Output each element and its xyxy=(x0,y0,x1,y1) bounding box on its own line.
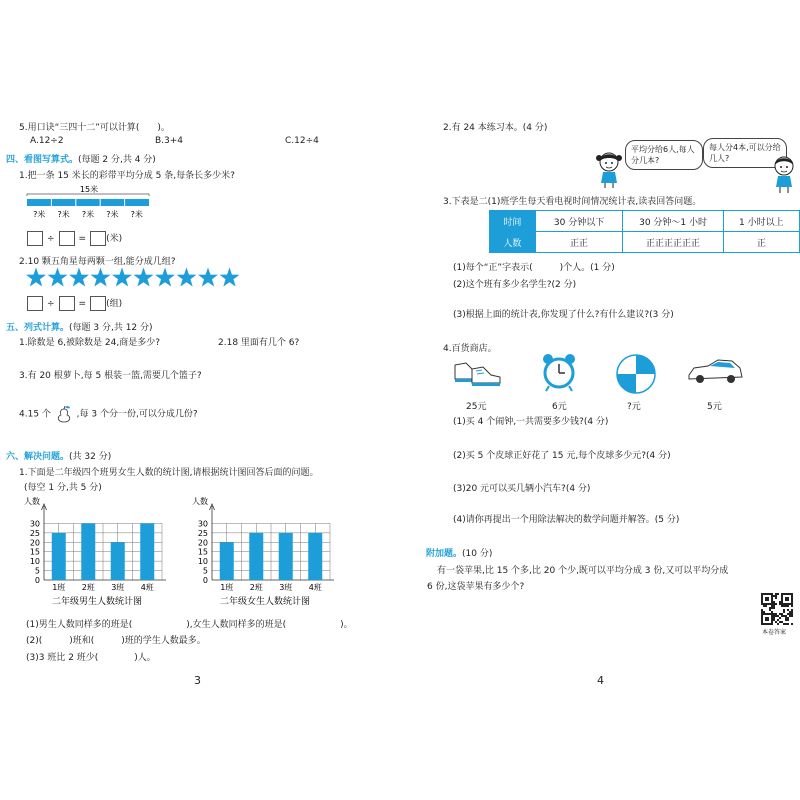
sec5-q2: 2.18 里面有几个 6? xyxy=(218,338,300,348)
ball-icon xyxy=(614,352,658,396)
table-cell: 正 xyxy=(723,232,799,253)
chart-ylabel: 人数 xyxy=(24,497,40,506)
table-cell: 正正正正正正 xyxy=(623,232,723,253)
star-icon xyxy=(155,268,175,287)
q5-option-b: B.3+4 xyxy=(155,136,184,146)
page-number-left: 3 xyxy=(194,674,201,687)
price-ball: ?元 xyxy=(627,402,641,412)
star-icon xyxy=(134,268,154,287)
r-q3-text: 3.下表是二(1)班学生每天看电视时间情况统计表,读表回答问题。 xyxy=(443,197,702,207)
table-col: 30 分钟以下 xyxy=(535,211,623,232)
girl-icon xyxy=(594,150,624,190)
bar-chart-1 xyxy=(24,496,166,607)
bar xyxy=(220,542,234,580)
r-q4-a2: (2)买 5 个皮球正好花了 15 元,每个皮球多少元?(4 分) xyxy=(453,451,671,461)
r-q3-a1: (1)每个“正”字表示( )个人。(1 分) xyxy=(453,263,615,273)
extra-heading: 附加题。(10 分) xyxy=(426,549,493,559)
answer-box[interactable] xyxy=(27,231,43,246)
section5-heading: 五、列式计算。(每题 3 分,共 12 分) xyxy=(6,323,153,333)
x-tick-label: 2班 xyxy=(81,583,95,592)
x-tick-label: 3班 xyxy=(279,583,293,592)
y-tick-label: 30 xyxy=(197,519,208,529)
sec6-a3: (3)3 班比 2 班少( )人。 xyxy=(26,653,156,663)
bar xyxy=(111,542,125,580)
bar xyxy=(140,523,154,580)
y-tick-label: 15 xyxy=(197,547,208,557)
sec4-q2-equation: ÷ = (组) xyxy=(27,296,122,311)
y-tick-label: 25 xyxy=(197,528,208,538)
speech-bubble-1: 平均分给6人,每人分几本? xyxy=(625,140,703,170)
shoes-icon xyxy=(452,357,504,389)
bar-chart-2 xyxy=(192,496,334,607)
answer-box[interactable] xyxy=(90,231,106,246)
ribbon-segment-label: ?米 xyxy=(33,210,46,219)
speech-bubble-2: 每人分4本,可以分给几人? xyxy=(703,138,787,168)
section4-heading: 四、看图写算式。(每题 2 分,共 4 分) xyxy=(6,155,156,165)
star-icon xyxy=(177,268,197,287)
q5-option-a: A.12÷2 xyxy=(30,136,64,146)
sec5-q4: 4.15 个 ,每 3 个分一份,可以分成几份? xyxy=(19,405,198,423)
table-col: 30 分钟～1 小时 xyxy=(623,211,723,232)
chart-ylabel: 人数 xyxy=(192,497,208,506)
table-col: 1 小时以上 xyxy=(723,211,799,232)
ribbon-segment-label: ?米 xyxy=(81,210,95,219)
star-icon xyxy=(112,268,132,287)
bar xyxy=(279,533,293,580)
bar-charts xyxy=(0,492,370,617)
alarm-clock-icon xyxy=(539,352,579,392)
q5-option-c: C.12÷4 xyxy=(285,136,319,146)
page-number-right: 4 xyxy=(597,674,604,687)
star-icon xyxy=(220,268,240,287)
tv-time-table xyxy=(489,210,800,253)
price-clock: 6元 xyxy=(552,402,567,412)
sec6-q1-note: (每空 1 分,共 5 分) xyxy=(24,483,102,493)
chart-title: 二年级男生人数统计图 xyxy=(51,597,143,607)
answer-box[interactable] xyxy=(27,296,43,311)
extra-line2: 6 份,这袋苹果有多少个? xyxy=(427,582,525,592)
x-tick-label: 4班 xyxy=(308,583,322,592)
r-q4-a3: (3)20 元可以买几辆小汽车?(4 分) xyxy=(453,484,591,494)
star-icon xyxy=(48,268,68,287)
table-header-time: 时间 xyxy=(490,211,536,232)
bar xyxy=(81,523,95,580)
sec5-q3: 3.有 20 根萝卜,每 5 根装一篮,需要几个篮子? xyxy=(19,371,202,381)
x-tick-label: 4班 xyxy=(140,583,154,592)
ribbon-segment-label: ?米 xyxy=(106,210,119,219)
answer-box[interactable] xyxy=(59,296,75,311)
answer-box[interactable] xyxy=(59,231,75,246)
boy-icon xyxy=(770,155,800,195)
bar xyxy=(249,533,263,580)
r-q4-a1: (1)买 4 个闹钟,一共需要多少钱?(4 分) xyxy=(453,417,609,427)
r-q4-a4: (4)请你再提出一个用除法解决的数学问题并解答。(5 分) xyxy=(453,515,680,525)
ribbon-diagram xyxy=(25,182,155,227)
sec4-q1-equation: ÷ = (米) xyxy=(27,231,122,246)
star-icon xyxy=(26,268,46,287)
table-header-count: 人数 xyxy=(490,232,536,253)
qr-code-icon[interactable] xyxy=(761,593,793,625)
y-tick-label: 10 xyxy=(197,557,208,567)
stars-row xyxy=(25,266,245,290)
star-icon xyxy=(91,268,111,287)
chart-title: 二年级女生人数统计图 xyxy=(219,597,311,607)
toy-car-icon xyxy=(686,357,744,387)
y-tick-label: 30 xyxy=(29,519,40,529)
price-car: 5元 xyxy=(707,402,722,412)
ribbon-total-label: 15米 xyxy=(79,185,99,194)
r-q2-text: 2.有 24 本练习本。(4 分) xyxy=(443,123,548,133)
y-tick-label: 0 xyxy=(202,576,208,585)
r-q3-a2: (2)这个班有多少名学生?(2 分) xyxy=(453,280,577,290)
ribbon-bar xyxy=(27,199,149,206)
sec6-q1-text: 1.下面是二年级四个班男女生人数的统计图,请根据统计图回答后面的问题。 xyxy=(19,468,319,478)
answer-box[interactable] xyxy=(90,296,106,311)
y-tick-label: 25 xyxy=(29,528,40,538)
bar xyxy=(52,533,66,580)
x-tick-label: 3班 xyxy=(111,583,125,592)
section6-heading: 六、解决问题。(共 32 分) xyxy=(6,452,112,462)
y-tick-label: 10 xyxy=(29,557,40,567)
x-tick-label: 1班 xyxy=(220,583,234,592)
y-tick-label: 5 xyxy=(202,566,208,576)
y-tick-label: 20 xyxy=(197,538,208,548)
table-cell: 正正 xyxy=(535,232,623,253)
qr-caption: 本卷答案 xyxy=(762,629,787,636)
ribbon-segment-label: ?米 xyxy=(130,210,143,219)
sec4-q1-text: 1.把一条 15 米长的彩带平均分成 5 条,每条长多少米? xyxy=(19,171,235,181)
ribbon-segment-label: ?米 xyxy=(57,210,70,219)
y-tick-label: 0 xyxy=(34,576,40,585)
y-tick-label: 5 xyxy=(34,566,40,576)
sec5-q1: 1.除数是 6,被除数是 24,商是多少? xyxy=(19,338,160,348)
x-tick-label: 1班 xyxy=(52,583,66,592)
sec6-a1: (1)男生人数同样多的班是( ),女生人数同样多的班是( )。 xyxy=(26,620,353,630)
star-icon xyxy=(69,268,89,287)
y-tick-label: 20 xyxy=(29,538,40,548)
price-shoes: 25元 xyxy=(466,402,487,412)
extra-line1: 有一袋苹果,比 15 个多,比 20 个少,既可以平均分成 3 份,又可以平均分成 xyxy=(437,566,729,576)
r-q3-a3: (3)根据上面的统计表,你发现了什么?有什么建议?(3 分) xyxy=(453,310,674,320)
sec4-q2-text: 2.10 颗五角星每两颗一组,能分成几组? xyxy=(19,257,176,267)
sec6-a2: (2)( )班和( )班的学生人数最多。 xyxy=(26,636,206,646)
pear-icon xyxy=(54,405,74,423)
star-icon xyxy=(198,268,218,287)
y-tick-label: 15 xyxy=(29,547,40,557)
q5-text: 5.用口诀“三四十二”可以计算( )。 xyxy=(19,123,170,133)
r-q4-text: 4.百货商店。 xyxy=(443,344,497,354)
bar xyxy=(308,533,322,580)
x-tick-label: 2班 xyxy=(249,583,263,592)
